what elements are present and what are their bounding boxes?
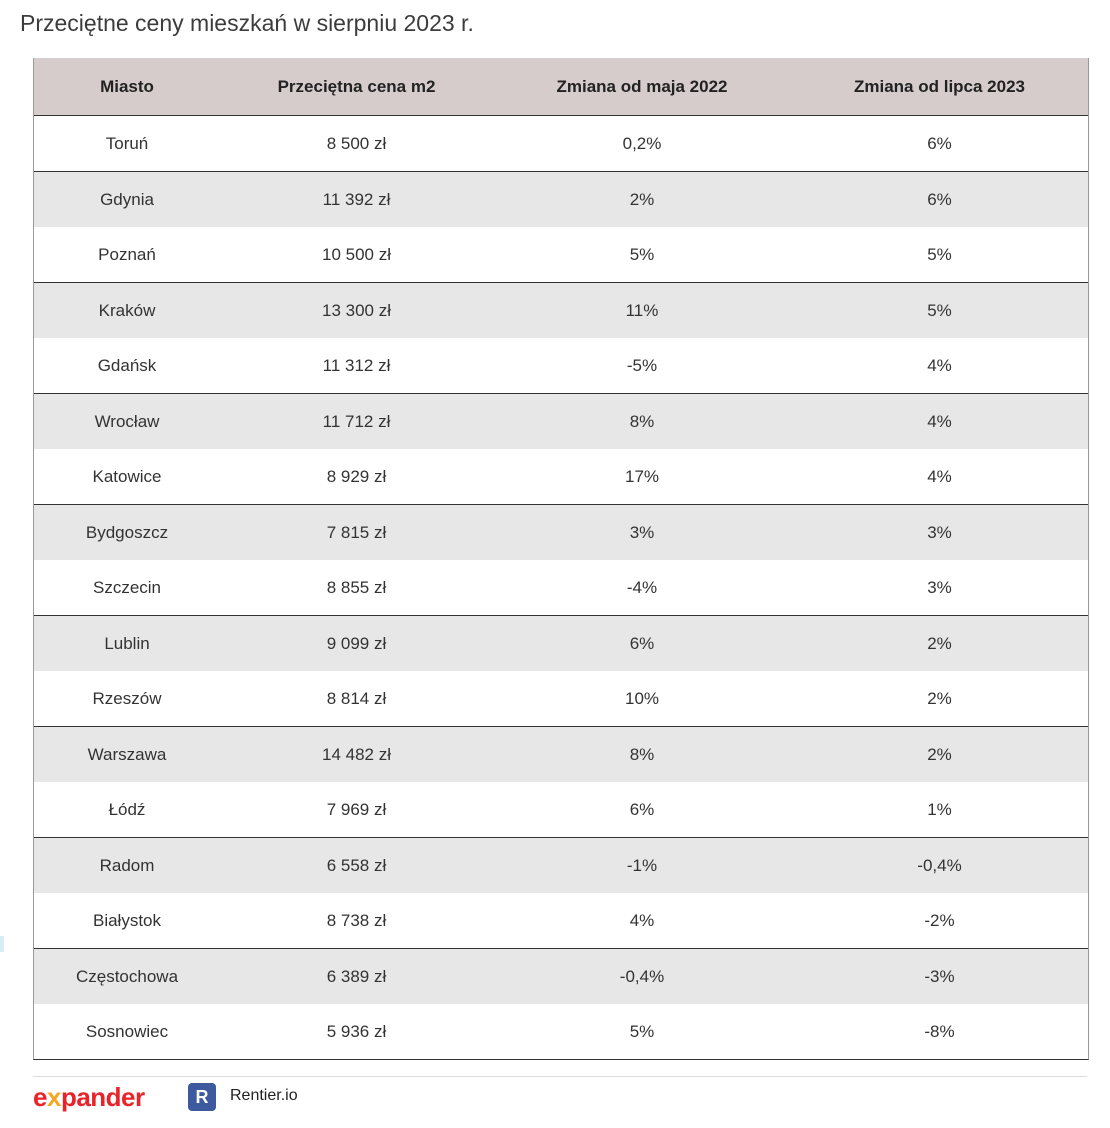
- city-cell: Łódź: [34, 782, 220, 838]
- change-may-2022-cell: 6%: [493, 616, 791, 672]
- table-row: [34, 172, 1088, 228]
- expander-logo-part: e: [33, 1082, 47, 1112]
- change-may-2022-cell: 0,2%: [493, 116, 791, 172]
- change-july-2023-cell: 6%: [791, 172, 1088, 228]
- table-row: [34, 338, 1088, 394]
- city-cell: Kraków: [34, 283, 220, 339]
- city-cell: Radom: [34, 838, 220, 894]
- change-may-2022-cell: 2%: [493, 172, 791, 228]
- change-july-2023-cell: 3%: [791, 505, 1088, 561]
- column-header-city: Miasto: [34, 58, 220, 116]
- change-may-2022-cell: 5%: [493, 1004, 791, 1059]
- city-cell: Gdynia: [34, 172, 220, 228]
- price-cell: 5 936 zł: [220, 1004, 493, 1059]
- column-header-change-july-2023: Zmiana od lipca 2023: [791, 58, 1088, 116]
- table-row: [34, 394, 1088, 450]
- price-cell: 9 099 zł: [220, 616, 493, 672]
- table-row: [34, 505, 1088, 561]
- change-july-2023-cell: 1%: [791, 782, 1088, 838]
- price-table: [34, 58, 1088, 1059]
- table-row: [34, 116, 1088, 172]
- price-cell: 7 815 zł: [220, 505, 493, 561]
- expander-logo-x: x: [46, 1082, 61, 1112]
- change-may-2022-cell: -0,4%: [493, 949, 791, 1005]
- change-may-2022-cell: 11%: [493, 283, 791, 339]
- price-table-container: [33, 58, 1089, 1060]
- table-row: [34, 449, 1088, 505]
- city-cell: Toruń: [34, 116, 220, 172]
- change-july-2023-cell: -0,4%: [791, 838, 1088, 894]
- price-cell: 8 814 zł: [220, 671, 493, 727]
- table-row: [34, 893, 1088, 949]
- change-may-2022-cell: 3%: [493, 505, 791, 561]
- footer-divider: [33, 1076, 1087, 1077]
- city-cell: Białystok: [34, 893, 220, 949]
- table-row: [34, 560, 1088, 616]
- city-cell: Gdańsk: [34, 338, 220, 394]
- change-july-2023-cell: 5%: [791, 227, 1088, 283]
- change-may-2022-cell: 4%: [493, 893, 791, 949]
- change-may-2022-cell: 17%: [493, 449, 791, 505]
- change-july-2023-cell: 2%: [791, 671, 1088, 727]
- change-may-2022-cell: -4%: [493, 560, 791, 616]
- table-row: [34, 727, 1088, 783]
- city-cell: Wrocław: [34, 394, 220, 450]
- change-may-2022-cell: -1%: [493, 838, 791, 894]
- table-row: [34, 782, 1088, 838]
- table-row: [34, 227, 1088, 283]
- change-may-2022-cell: 5%: [493, 227, 791, 283]
- table-row: [34, 671, 1088, 727]
- expander-logo: [33, 1082, 145, 1113]
- city-cell: Sosnowiec: [34, 1004, 220, 1059]
- price-cell: 11 312 zł: [220, 338, 493, 394]
- city-cell: Bydgoszcz: [34, 505, 220, 561]
- table-row: [34, 616, 1088, 672]
- table-row: [34, 838, 1088, 894]
- rentier-logo-text: Rentier.io: [230, 1087, 298, 1104]
- price-cell: 7 969 zł: [220, 782, 493, 838]
- price-cell: 13 300 zł: [220, 283, 493, 339]
- rentier-logo-icon: R: [188, 1083, 216, 1111]
- change-may-2022-cell: 8%: [493, 394, 791, 450]
- table-body: [34, 116, 1088, 1060]
- expander-logo-part: pander: [60, 1082, 145, 1112]
- change-july-2023-cell: 2%: [791, 727, 1088, 783]
- table-row: [34, 949, 1088, 1005]
- page-title: Przeciętne ceny mieszkań w sierpniu 2023 r.: [20, 10, 474, 36]
- city-cell: Rzeszów: [34, 671, 220, 727]
- city-cell: Warszawa: [34, 727, 220, 783]
- price-cell: 11 392 zł: [220, 172, 493, 228]
- side-marker: [0, 936, 4, 952]
- change-july-2023-cell: -3%: [791, 949, 1088, 1005]
- price-cell: 8 500 zł: [220, 116, 493, 172]
- city-cell: Szczecin: [34, 560, 220, 616]
- table-header-row: [34, 58, 1088, 116]
- price-cell: 11 712 zł: [220, 394, 493, 450]
- change-july-2023-cell: -2%: [791, 893, 1088, 949]
- change-july-2023-cell: 5%: [791, 283, 1088, 339]
- change-may-2022-cell: 10%: [493, 671, 791, 727]
- change-july-2023-cell: 4%: [791, 449, 1088, 505]
- price-cell: 14 482 zł: [220, 727, 493, 783]
- change-july-2023-cell: 4%: [791, 394, 1088, 450]
- column-header-price: Przeciętna cena m2: [220, 58, 493, 116]
- change-july-2023-cell: 2%: [791, 616, 1088, 672]
- city-cell: Częstochowa: [34, 949, 220, 1005]
- change-july-2023-cell: -8%: [791, 1004, 1088, 1059]
- price-cell: 6 389 zł: [220, 949, 493, 1005]
- city-cell: Poznań: [34, 227, 220, 283]
- change-july-2023-cell: 4%: [791, 338, 1088, 394]
- change-july-2023-cell: 3%: [791, 560, 1088, 616]
- column-header-change-may-2022: Zmiana od maja 2022: [493, 58, 791, 116]
- price-cell: 10 500 zł: [220, 227, 493, 283]
- price-cell: 8 855 zł: [220, 560, 493, 616]
- change-may-2022-cell: 6%: [493, 782, 791, 838]
- change-july-2023-cell: 6%: [791, 116, 1088, 172]
- change-may-2022-cell: 8%: [493, 727, 791, 783]
- city-cell: Katowice: [34, 449, 220, 505]
- table-row: [34, 1004, 1088, 1059]
- change-may-2022-cell: -5%: [493, 338, 791, 394]
- price-cell: 8 929 zł: [220, 449, 493, 505]
- price-cell: 8 738 zł: [220, 893, 493, 949]
- price-cell: 6 558 zł: [220, 838, 493, 894]
- table-row: [34, 283, 1088, 339]
- city-cell: Lublin: [34, 616, 220, 672]
